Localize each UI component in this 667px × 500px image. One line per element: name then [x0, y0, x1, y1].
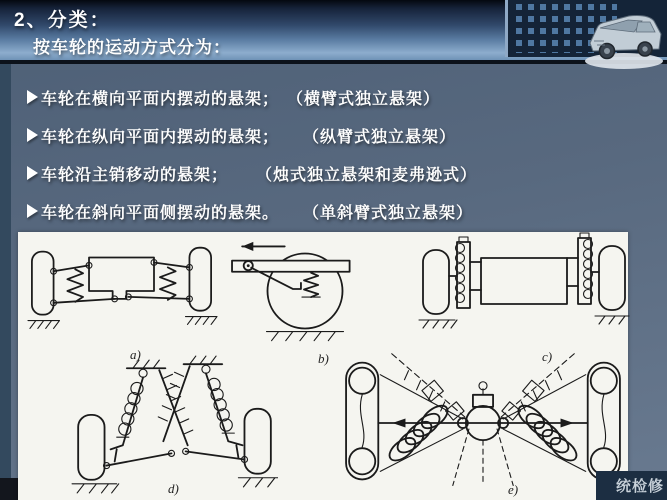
- bullet-text: 车轮在纵向平面内摆动的悬架；: [41, 129, 280, 146]
- figure-label-a: a): [130, 347, 141, 362]
- bullet-text: 车轮在横向平面内摆动的悬架；: [41, 91, 280, 108]
- bullet-note: （烛式独立悬架和麦弗逊式）: [256, 167, 478, 184]
- diagram-e-semi-trailing: [336, 344, 630, 494]
- bullet-note: （横臂式独立悬架）: [287, 91, 441, 108]
- watermark: [596, 471, 667, 500]
- figure-label-b: b): [318, 351, 329, 366]
- right-arrowhead-icon: [27, 90, 38, 104]
- bullet-note: （单斜臂式独立悬架）: [303, 205, 474, 222]
- figure-label-c: c): [542, 349, 553, 364]
- suv-car-icon: [582, 3, 666, 71]
- bullet-note: （纵臂式独立悬架）: [303, 129, 457, 146]
- left-edge-strip: [0, 64, 11, 478]
- right-arrowhead-icon: [27, 128, 38, 142]
- right-arrowhead-icon: [27, 166, 38, 180]
- bullet-item: [27, 86, 657, 124]
- diagram-c-sliding-pillar: [418, 232, 630, 344]
- bullet-text: 车轮沿主销移动的悬架；: [41, 167, 229, 184]
- bullet-item: [27, 124, 657, 162]
- bullet-list: [27, 86, 657, 238]
- diagram-b-trailing-arm: [230, 232, 380, 348]
- figure-label-e: e): [508, 482, 519, 497]
- figure-label-d: d): [168, 481, 179, 496]
- diagram-d-macpherson: [70, 352, 278, 496]
- slide-title: 2、分类：: [14, 10, 111, 31]
- bullet-item: [27, 162, 657, 200]
- watermark-text: 统检修: [615, 478, 664, 495]
- suspension-diagrams-panel: [18, 232, 628, 500]
- bullet-text: 车轮在斜向平面侧摆动的悬架。: [41, 205, 280, 222]
- slide-subtitle: 按车轮的运动方式分为：: [33, 38, 231, 57]
- right-arrowhead-icon: [27, 204, 38, 218]
- diagram-a-wishbone: [26, 236, 218, 346]
